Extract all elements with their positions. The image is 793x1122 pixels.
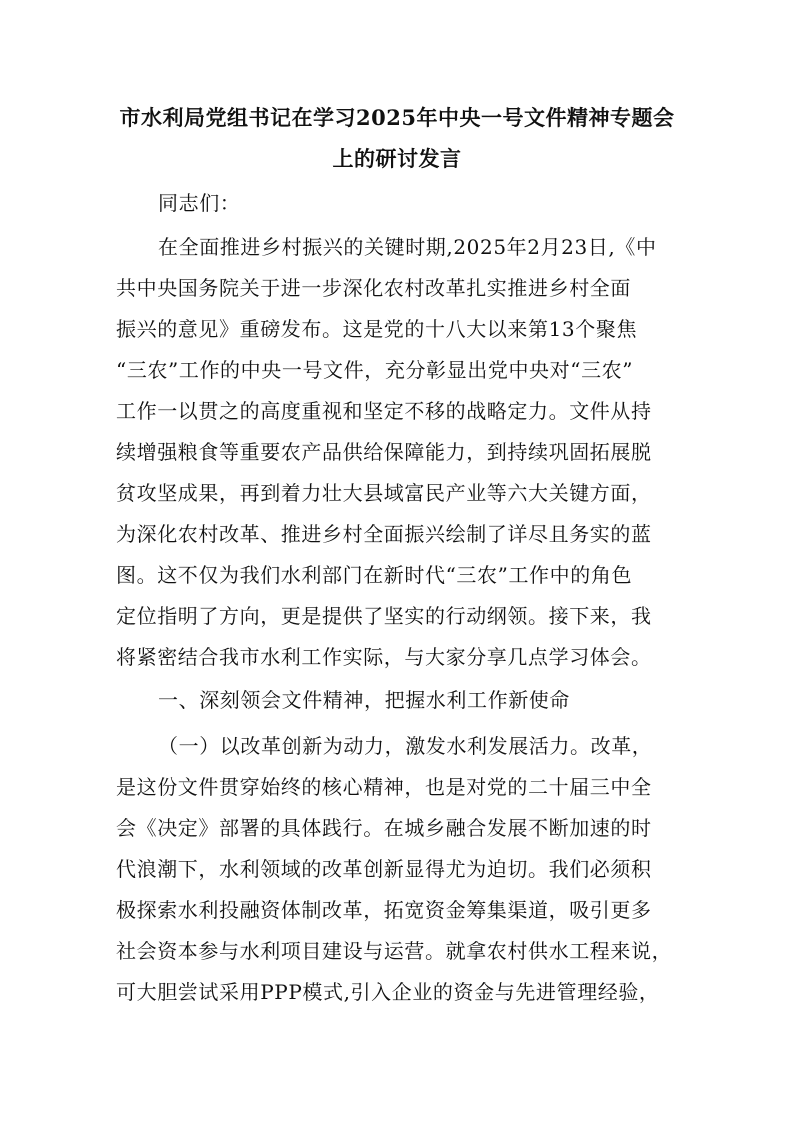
paragraph-1-line: 定位指明了方向，更是提供了坚实的行动纲领。接下来，我: [116, 604, 652, 628]
salutation: 同志们：: [158, 191, 241, 215]
paragraph-1-line: 续增强粮食等重要农产品供给保障能力，到持续巩固拓展脱: [116, 440, 652, 464]
paragraph-1-line: “三农”工作的中央一号文件，充分彰显出党中央对“三农”: [116, 358, 634, 382]
paragraph-1-line: 共中央国务院关于进一步深化农村改革扎实推进乡村全面: [116, 276, 631, 300]
paragraph-1-line: 工作一以贯之的高度重视和坚定不移的战略定力。文件从持: [116, 399, 652, 423]
document-title-line-2: 上的研讨发言: [332, 146, 462, 171]
document-title-line-1: 市水利局党组书记在学习2025年中央一号文件精神专题会: [119, 105, 675, 130]
paragraph-2-line: 会《决定》部署的具体践行。在城乡融合发展不断加速的时: [116, 816, 652, 840]
paragraph-2-line: 是这份文件贯穿始终的核心精神，也是对党的二十届三中全: [116, 775, 652, 799]
paragraph-1-line: 将紧密结合我市水利工作实际，与大家分享几点学习体会。: [116, 645, 652, 669]
paragraph-1-line: 贫攻坚成果，再到着力壮大县域富民产业等六大关键方面，: [116, 481, 652, 505]
paragraph-2-line: 社会资本参与水利项目建设与运营。就拿农村供水工程来说，: [116, 939, 673, 963]
paragraph-1-line: 振兴的意见》重磅发布。这是党的十八大以来第13个聚焦: [116, 317, 638, 341]
paragraph-1-line: 图。这不仅为我们水利部门在新时代“三农”工作中的角色: [116, 563, 633, 587]
paragraph-2-line: （一）以改革创新为动力，激发水利发展活力。改革，: [158, 734, 653, 758]
paragraph-1-line: 为深化农村改革、推进乡村全面振兴绘制了详尽且务实的蓝: [116, 522, 652, 546]
paragraph-2-line: 代浪潮下，水利领域的改革创新显得尤为迫切。我们必须积: [116, 857, 652, 881]
paragraph-1-line: 在全面推进乡村振兴的关键时期,2025年2月23日,《中: [158, 235, 657, 259]
section-1-heading: 一、深刻领会文件精神，把握水利工作新使命: [158, 688, 570, 712]
paragraph-2-line: 可大胆尝试采用PPP模式,引入企业的资金与先进管理经验，: [116, 980, 660, 1004]
paragraph-2-line: 极探索水利投融资体制改革，拓宽资金筹集渠道，吸引更多: [116, 898, 652, 922]
